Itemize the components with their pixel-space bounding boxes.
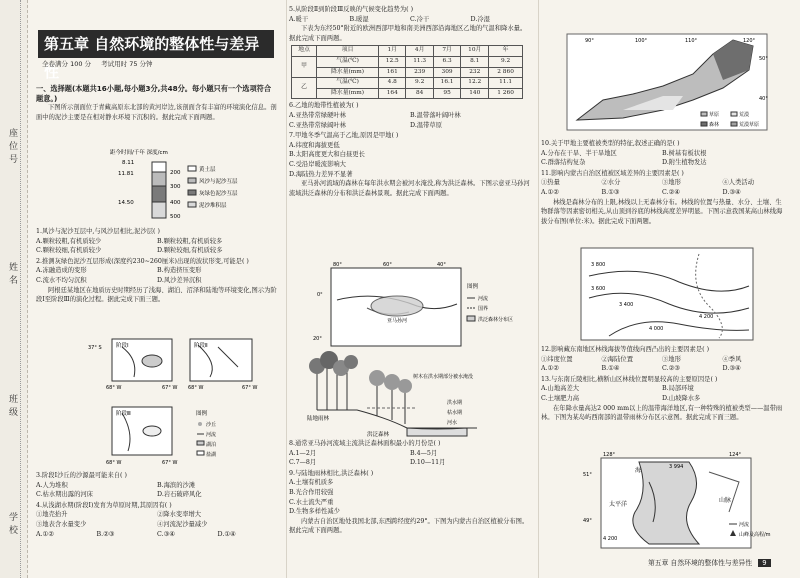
seat-label: 座位号 [7,128,17,167]
map-lat-2: 20° [313,336,322,342]
table-cell: 2 860 [489,67,523,78]
exam-meta [42,60,161,70]
legend-desert: 荒漠 [739,112,750,118]
depth-3: 400 [170,200,181,206]
river-label: 亚马孙河 [387,318,408,324]
question-6 [289,101,531,130]
layer-deposit [152,202,166,218]
table-cell: 84 [406,88,433,99]
q11-option[interactable]: D.③④ [722,188,741,196]
question-5 [289,5,531,24]
page-footer [648,557,771,567]
q11-statement: ④人类活动 [722,179,754,187]
legend-sand: 风沙与泥沙互层 [199,179,238,185]
q12-option[interactable]: B.①④ [601,365,620,373]
table-row [292,56,523,67]
class-label: 班级 [7,394,17,420]
th-item: 项目 [317,46,379,57]
map-legend-flood: 洪泛森林分布区 [478,317,514,323]
table-cell: 16.1 [433,78,460,89]
q4-option[interactable]: A.①② [36,530,54,538]
landscape-drawing [307,351,477,438]
q9-stem: 9.与陆地雨林相比,洪泛森林( ) [289,469,374,477]
q5-option[interactable]: B.暖湿 [349,15,369,23]
profile-figure [100,148,270,224]
table-cell: 降水量(mm) [317,67,379,78]
stage-3-label: 阶段Ⅲ [116,411,131,417]
lon-label-1: 68° W [106,385,122,391]
table-cell: 140 [461,88,489,99]
mapi-lat-1: 51° [583,472,592,478]
table-cell: 8.1 [461,56,489,67]
mapc-lon-3: 110° [685,38,698,44]
map-legend-river: 河流 [478,296,489,302]
legend-dune: 沙丘 [206,422,217,428]
legend-river: 河流 [206,432,217,438]
depth-2: 300 [170,184,181,190]
question-1 [36,227,278,256]
contour-3: 3 400 [619,302,634,308]
q1-option[interactable]: C.颗粒较细,有机质较少 [36,247,102,255]
table-cell: 气温(℃) [317,78,379,89]
cut-line [20,0,21,578]
lon-label-4: 67° W [242,385,258,391]
th-year: 年 [489,46,523,57]
flood-forest-label: 洪泛森林 [367,432,390,438]
q9-option[interactable]: C.水土流失严重 [289,498,334,506]
q4-statement: ②降水变率增大 [157,511,202,519]
time-info: 考试用时 75 分钟 [101,60,153,68]
legend-green: 灰绿色泥沙互层 [199,191,238,197]
q1-stem: 1.风沙与泥沙互层中,与风沙层相比,泥沙层( ) [36,228,160,235]
table-row [292,78,523,89]
q1-option[interactable]: D.颗粒较细,有机质较多 [157,247,223,255]
mapc-lat-1: 50° [759,56,768,62]
q10-option[interactable]: A.分布在干旱、半干旱地区 [541,149,617,157]
school-label: 学校 [7,512,17,538]
q4-statement: ③地表含水量变少 [36,520,87,528]
fig-header: 距今时间/千年 深度/cm [110,150,168,156]
question-7 [289,131,531,179]
q7-option[interactable]: D.海陆热力差异不显著 [289,170,353,178]
q8-option[interactable]: A.1—2月 [289,449,317,457]
q2-option[interactable]: C.流水不均匀沉积 [36,276,87,284]
contour-4: 4 000 [649,326,664,332]
q12-statement: ③地形 [662,355,681,363]
stage-maps [78,337,278,467]
q8-option[interactable]: C.7—8月 [289,459,317,467]
question-11 [541,169,783,198]
lon-label-5: 68° W [106,460,122,466]
flood-season-label: 洪水期 [447,400,463,406]
dry-season-label: 枯水期 [447,410,463,416]
intro-text-4: 亚马孙河流域的森林在每年洪水期会被河水淹没,称为洪泛森林。下图示意亚马孙河流域洪泛森林的分布和洪泛森林景观。据此完成下面两题。 [289,180,530,197]
stage-1-label: 阶段Ⅰ [116,343,129,349]
legend-lake: 湖泊 [206,442,217,448]
layer-sand-mud [152,172,166,186]
q11-stem: 11.影响内蒙古自治区植被区域差异的主要因素是( ) [541,169,684,177]
q12-option[interactable]: A.①② [541,365,559,373]
cell-place: 乙 [292,78,317,99]
lon-label-6: 67° W [162,460,178,466]
layer-green [152,186,166,202]
q10-option[interactable]: B.树基有板状根 [662,149,707,157]
intro-text-7: 在年降水量高达2 000 mm以上的温带海洋地区,有一种特殊的植被类型——温带雨林。下图为某岛屿西南部的温带雨林分布区示意图。据此完成下面三题。 [541,404,783,422]
q9-option[interactable]: A.土壤有机质多 [289,479,334,487]
q11-statement: ③地形 [662,179,681,187]
q13-option[interactable]: D.山坡降水多 [662,394,701,402]
stage-legend [196,409,216,458]
cell-place: 甲 [292,56,317,77]
lon-label-3: 68° W [188,385,204,391]
table-cell: 降水量(mm) [317,88,379,99]
q6-option[interactable]: A.亚热带常绿硬叶林 [289,111,346,119]
intro-text-6: 林线是森林分布的上限,林线以上无森林分布。林线的位置与热量、水分、土壤、生物群落等因素密切相关,从山顶到谷底的林线高度差异明显。下图示意我国某高山林线海拔分布图(单位:米)。据此完成下面两题。 [541,198,783,225]
map-legend-border: 国界 [478,306,489,312]
peak-elev-1: 3 994 [669,464,684,470]
peak-elev-2: 4 200 [603,536,618,542]
q11-statement: ②水分 [601,179,621,187]
q13-option[interactable]: C.土壤肥力高 [541,394,580,402]
q3-option[interactable]: C.枯水期出露的河床 [36,491,93,499]
q11-option[interactable]: A.①② [541,188,559,196]
flood-forest-area [371,296,423,316]
intro-text-3: 下表为东经50°附近的欧洲西部甲地和南美洲西部沿海地区乙地的气温和降水量。据此完成下面两题。 [289,25,527,42]
map-lon-1: 80° [333,262,342,268]
th-apr: 4月 [406,46,433,57]
legend-saltlake: 盐湖 [206,452,217,458]
score-info: 全卷满分 100 分 [42,60,92,68]
climate-table [291,45,523,99]
river-water-label: 河水 [447,420,458,426]
q3-option[interactable]: A.人为堆积 [36,481,68,489]
map-lat-1: 0° [317,292,323,298]
q3-option[interactable]: B.海滨的沙滩 [157,481,196,489]
q4-option[interactable]: C.③④ [157,530,175,538]
stage-2-label: 阶段Ⅱ [194,343,208,349]
intro-text: 下图所示剖面位于青藏高原东北部的黄河岸边,该剖面含有丰富的环境演化信息。剖面中的泥沙主要是在相对静水环境下沉积的。据此完成下面两题。 [36,104,277,121]
column-3 [538,0,782,578]
time-1: 8.11 [122,160,135,166]
legend-grass: 草原 [709,112,720,118]
q3-option[interactable]: D.岩石破碎风化 [157,491,202,499]
q4-option[interactable]: D.①④ [217,530,236,538]
q2-option[interactable]: A.冻融造成的变形 [36,267,87,275]
q6-stem: 6.乙地的地带性植被为( ) [289,102,359,110]
q11-option[interactable]: C.②④ [662,188,680,196]
q7-option[interactable]: A.纬度和海拔更低 [289,141,340,149]
table-cell: 239 [406,67,433,78]
binding-strip [0,0,28,578]
table-cell: 11.1 [489,78,523,89]
q10-option[interactable]: D.附生植物发达 [662,159,707,167]
table-cell: 164 [379,88,406,99]
q5-stem: 5.从阶段Ⅱ到阶段Ⅲ反映的气候变化趋势为( ) [289,6,414,13]
time-3: 14.50 [118,200,134,206]
column-2 [286,0,534,578]
table-cell: 9.2 [489,56,523,67]
th-place: 地点 [292,46,317,57]
q5-option[interactable]: C.冷干 [410,15,430,23]
mapi-legend-river: 河流 [739,522,750,528]
intro-text-5: 内蒙古自治区地处我国北部,东西跨经度约29°。下图为内蒙古自治区植被分布图。据此完成下面两题。 [289,517,529,535]
q13-option[interactable]: B.局部环境 [662,385,694,393]
chapter-title: 第五章 自然环境的整体性与差异性 [38,30,274,58]
flood-note: 树木在洪水期部分被水淹没 [413,374,474,380]
question-13 [541,375,783,404]
question-3 [36,471,278,500]
q6-option[interactable]: C.亚热带常绿阔叶林 [289,121,346,129]
q1-option[interactable]: A.颗粒较粗,有机质较少 [36,237,102,245]
q7-option[interactable]: C.受沿岸暖流影响大 [289,160,346,168]
map-lon-2: 60° [383,262,392,268]
q5-option[interactable]: A.暖干 [289,15,309,23]
mapi-lat-2: 49° [583,518,592,524]
table-cell: 11.3 [406,56,433,67]
q11-option[interactable]: B.①③ [601,188,620,196]
mapi-lon-1: 128° [603,452,616,458]
q12-statement: ④季风 [722,355,742,363]
q12-option[interactable]: D.③④ [722,365,741,373]
q9-option[interactable]: B.光合作用较强 [289,488,334,496]
th-jul: 7月 [433,46,460,57]
table-cell: 9.2 [406,78,433,89]
lat-label-1: 37° S [88,345,102,351]
q4-statement: ①地壳抬升 [36,511,68,519]
q4-option[interactable]: B.②③ [96,530,115,538]
q3-stem: 3.阶段Ⅰ沙丘的沙源最可能来自( ) [36,472,127,479]
q10-stem: 10.关于甲地主要植被类型的特征,叙述正确的是( ) [541,140,680,147]
table-cell: 161 [379,67,406,78]
mapc-lon-4: 120° [743,38,756,44]
q13-stem: 13.与东南丘陵相比,横断山区林线位置明显较高的主要原因是( ) [541,375,718,383]
q4-stem: 4.从浅湖水期(阶段Ⅰ)发育为草原时期,其原因有( ) [36,501,172,509]
q7-stem: 7.甲地冬季气温高于乙地,原因是甲地( ) [289,132,399,140]
q8-stem: 8.通常亚马孙河流域主流洪泛森林面积最小的月份是( ) [289,440,441,447]
question-2 [36,257,278,286]
mapc-lon-2: 100° [635,38,648,44]
question-4 [36,501,278,539]
table-cell: 12.5 [379,56,406,67]
q12-option[interactable]: C.②③ [662,365,680,373]
table-header-row [292,46,523,57]
table-cell: 12.2 [461,78,489,89]
legend-title: 图例 [196,411,208,417]
q2-option[interactable]: B.构造挤压变形 [157,267,202,275]
question-8 [289,439,531,468]
th-oct: 10月 [461,46,489,57]
map-lon-3: 40° [437,262,446,268]
stage-2-map [188,339,257,391]
contour-5: 4 200 [699,314,714,320]
q10-option[interactable]: C.群落结构复杂 [541,159,586,167]
q13-option[interactable]: A.山地高差大 [541,385,580,393]
mapi-lon-2: 124° [729,452,742,458]
ocean-label: 太平洋 [609,501,628,508]
land-forest-label: 陆地雨林 [307,416,330,422]
vegetation-map [563,30,773,136]
contour-2: 3 600 [591,286,606,292]
island-map [579,452,779,550]
layer-loess [152,162,166,172]
map-legend-title: 图例 [467,284,479,290]
table-cell: 309 [433,67,460,78]
q8-option[interactable]: D.10—11月 [410,459,446,467]
table-row [292,67,523,78]
q12-statement: ①纬度位置 [541,355,573,363]
q12-stem: 12.影响藏东南地区林线海拔等值线向西凸出的主要因素是( ) [541,346,710,353]
section-title: 一、选择题(本题共16小题,每小题3分,共48分。每小题只有一个选项符合题意。) [36,84,272,103]
table-cell: 气温(℃) [317,56,379,67]
mapc-lon-1: 90° [585,38,594,44]
q2-stem: 2.推测灰绿色泥沙互层形成(深度约230~260厘米)出现的波状形变,可能是( ) [36,257,249,265]
th-jan: 1月 [379,46,406,57]
treeline-map [579,246,755,342]
q8-option[interactable]: B.4—5月 [410,449,438,457]
table-cell: 6.3 [433,56,460,67]
intro-text-2: 阿根廷某地区在地质历史时期经历了浅海、湖泊、沼泽和陆地等环境变化,图示为阶段Ⅰ至阶段Ⅲ的演化过程。据此完成下面三题。 [36,286,277,304]
q9-option[interactable]: D.生物多样性减少 [289,508,340,516]
legend-desert-grass: 荒漠草原 [739,122,760,128]
table-row [292,88,523,99]
column-1 [34,0,280,578]
q4-statement: ④河流泥沙量减少 [157,520,208,528]
q1-option[interactable]: B.颗粒较粗,有机质较多 [157,237,223,245]
table-cell: 1 260 [489,88,523,99]
legend-forest: 森林 [709,122,720,128]
q7-option[interactable]: B.太阳高度更大和白昼更长 [289,151,365,159]
legend-loess: 黄土层 [199,167,216,173]
sea-label: 海 [635,467,642,474]
name-label: 姓名 [7,262,17,288]
q11-statement: ①热量 [541,179,560,187]
table-cell: 232 [461,67,489,78]
question-10 [541,139,783,168]
stage-3-map [106,407,177,466]
time-2: 11.81 [118,171,134,177]
mapi-legend-peak: 山峰及高程/m [739,532,771,538]
question-12 [541,345,783,374]
page-number: 9 [758,559,770,567]
q12-statement: ②海陆位置 [601,355,633,363]
table-cell: 95 [433,88,460,99]
mountain-label: 山脉 [719,497,732,504]
question-9 [289,469,531,517]
q2-option[interactable]: D.风沙差异沉积 [157,276,202,284]
island-outline [633,462,699,544]
q6-option[interactable]: D.温带草原 [410,121,443,129]
contour-1: 3 800 [591,262,606,268]
depth-1: 200 [170,170,181,176]
table-cell: 4.8 [379,78,406,89]
footer-text: 第五章 自然环境的整体性与差异性 [648,559,753,567]
amazon-figure [297,260,527,440]
q6-option[interactable]: B.温带落叶阔叶林 [410,111,461,119]
depth-4: 500 [170,214,181,220]
q5-option[interactable]: D.冷湿 [470,15,490,23]
stage-1-map [88,339,177,391]
mapc-lat-2: 40° [759,96,768,102]
legend-deposit: 泥沙堆积层 [199,203,227,209]
lon-label-2: 67° W [162,385,178,391]
